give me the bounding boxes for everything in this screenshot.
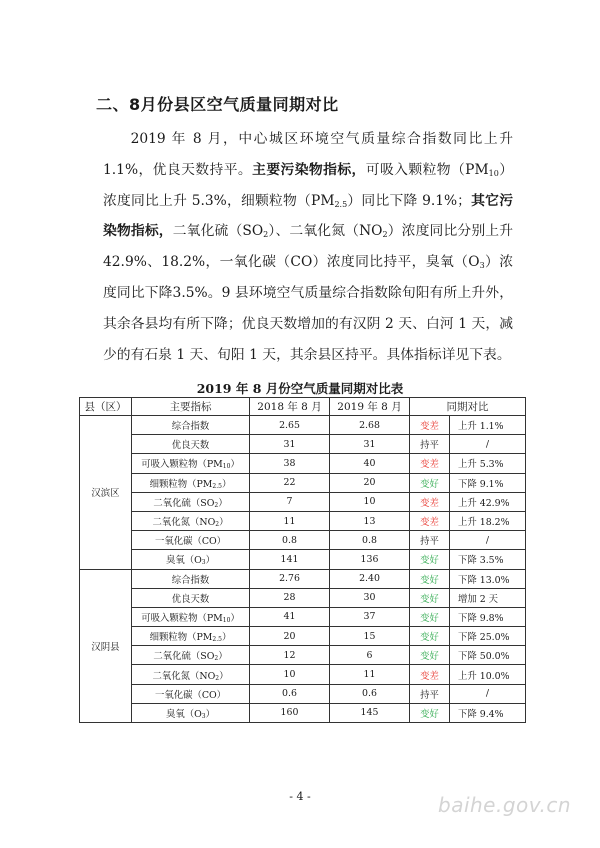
table-row bbox=[80, 627, 526, 646]
change-cell: 下降 9.8% bbox=[450, 607, 526, 626]
indicator-cell: 综合指数 bbox=[132, 569, 250, 588]
header-2018: 2018 年 8 月 bbox=[250, 398, 330, 416]
value-2018-cell: 28 bbox=[250, 588, 330, 607]
header-county: 县（区） bbox=[80, 398, 132, 416]
change-cell: / bbox=[450, 531, 526, 550]
value-2018-cell: 11 bbox=[250, 511, 330, 530]
indicator-cell: 臭氧$(O_3)$ bbox=[132, 703, 250, 722]
status-cell: 变差 bbox=[410, 511, 450, 530]
indicator-cell: 优良天数 bbox=[132, 435, 250, 454]
section-heading: 二、8月份县区空气质量同期对比 bbox=[96, 95, 339, 114]
value-2019-cell: 40 bbox=[330, 454, 410, 473]
change-cell: 下降 50.0% bbox=[450, 646, 526, 665]
header-comparison: 同期对比 bbox=[410, 398, 526, 416]
value-2019-cell: 0.6 bbox=[330, 684, 410, 703]
table-row bbox=[80, 665, 526, 684]
status-cell: 持平 bbox=[410, 531, 450, 550]
status-cell: 持平 bbox=[410, 684, 450, 703]
status-cell: 变好 bbox=[410, 646, 450, 665]
status-cell: 变好 bbox=[410, 550, 450, 569]
value-2019-cell: 15 bbox=[330, 627, 410, 646]
value-2018-cell: 41 bbox=[250, 607, 330, 626]
table-row bbox=[80, 416, 526, 435]
county-cell: 汉阴县 bbox=[80, 569, 132, 723]
table-row bbox=[80, 703, 526, 722]
air-quality-table bbox=[79, 397, 526, 723]
change-cell: 下降 25.0% bbox=[450, 627, 526, 646]
change-cell: 上升 1.1% bbox=[450, 416, 526, 435]
value-2019-cell: 30 bbox=[330, 588, 410, 607]
value-2018-cell: 160 bbox=[250, 703, 330, 722]
change-cell: 上升 42.9% bbox=[450, 492, 526, 511]
change-cell: 上升 5.3% bbox=[450, 454, 526, 473]
change-cell: 下降 9.1% bbox=[450, 473, 526, 492]
status-cell: 变好 bbox=[410, 703, 450, 722]
table-row bbox=[80, 473, 526, 492]
value-2018-cell: 2.76 bbox=[250, 569, 330, 588]
value-2018-cell: 0.6 bbox=[250, 684, 330, 703]
value-2018-cell: 141 bbox=[250, 550, 330, 569]
value-2019-cell: 2.40 bbox=[330, 569, 410, 588]
header-indicator: 主要指标 bbox=[132, 398, 250, 416]
indicator-cell: 可吸入颗粒物$(PM_{10})$ bbox=[132, 454, 250, 473]
table-caption: 2019 年 8 月份空气质量同期对比表 bbox=[196, 381, 404, 396]
value-2018-cell: 0.8 bbox=[250, 531, 330, 550]
summary-paragraph: 2019 年 8 月，中心城区环境空气质量综合指数同比上升1.1%，优良天数持平。主要污染物指标，可吸入颗粒物$(PM_{10})$浓度同比上升 5.3%，细颗粒物$(PM_{2.5})$同比下降 9.1%；其它污染物指标，二氧化硫$(SO_2)$、二氧化氮$(NO_2)$浓度同比分别上升 42.9%、18.2%，一氧化碳（CO）浓度同比持平，臭氧$(O_3)$浓度同比下降3.5%。9 县环境空气质量综合指数除旬阳有所上升外，其余各县均有所下降；优良天数增加的有汉阴 2 天、白河 1 天，减少的有石泉 1 天、旬阳 1 天，其余县区持平。具体指标详见下表。 bbox=[103, 131, 514, 363]
status-cell: 变好 bbox=[410, 588, 450, 607]
indicator-cell: 一氧化碳（CO） bbox=[132, 531, 250, 550]
indicator-cell: 细颗粒物$(PM_{2.5})$ bbox=[132, 473, 250, 492]
table-row bbox=[80, 550, 526, 569]
value-2018-cell: 2.65 bbox=[250, 416, 330, 435]
value-2018-cell: 38 bbox=[250, 454, 330, 473]
indicator-cell: 二氧化氮$(NO_2)$ bbox=[132, 511, 250, 530]
watermark: baihe.gov.cn bbox=[438, 793, 572, 817]
table-row bbox=[80, 492, 526, 511]
table-row bbox=[80, 531, 526, 550]
indicator-cell: 臭氧$(O_3)$ bbox=[132, 550, 250, 569]
value-2019-cell: 13 bbox=[330, 511, 410, 530]
status-cell: 变差 bbox=[410, 665, 450, 684]
status-cell: 变差 bbox=[410, 454, 450, 473]
indicator-cell: 二氧化硫$(SO_2)$ bbox=[132, 492, 250, 511]
change-cell: 下降 9.4% bbox=[450, 703, 526, 722]
status-cell: 持平 bbox=[410, 435, 450, 454]
change-cell: 上升 18.2% bbox=[450, 511, 526, 530]
table-row bbox=[80, 684, 526, 703]
table-row bbox=[80, 607, 526, 626]
value-2018-cell: 31 bbox=[250, 435, 330, 454]
value-2019-cell: 136 bbox=[330, 550, 410, 569]
status-cell: 变差 bbox=[410, 416, 450, 435]
table-row bbox=[80, 588, 526, 607]
value-2019-cell: 31 bbox=[330, 435, 410, 454]
value-2019-cell: 0.8 bbox=[330, 531, 410, 550]
change-cell: 上升 10.0% bbox=[450, 665, 526, 684]
status-cell: 变好 bbox=[410, 473, 450, 492]
status-cell: 变差 bbox=[410, 492, 450, 511]
change-cell: / bbox=[450, 684, 526, 703]
change-cell: 增加 2 天 bbox=[450, 588, 526, 607]
value-2019-cell: 37 bbox=[330, 607, 410, 626]
value-2019-cell: 6 bbox=[330, 646, 410, 665]
indicator-cell: 细颗粒物$(PM_{2.5})$ bbox=[132, 627, 250, 646]
page-number: - 4 - bbox=[289, 790, 311, 803]
value-2019-cell: 10 bbox=[330, 492, 410, 511]
value-2019-cell: 20 bbox=[330, 473, 410, 492]
value-2018-cell: 22 bbox=[250, 473, 330, 492]
status-cell: 变好 bbox=[410, 569, 450, 588]
value-2018-cell: 12 bbox=[250, 646, 330, 665]
indicator-cell: 优良天数 bbox=[132, 588, 250, 607]
county-cell: 汉滨区 bbox=[80, 416, 132, 570]
header-2019: 2019 年 8 月 bbox=[330, 398, 410, 416]
value-2018-cell: 7 bbox=[250, 492, 330, 511]
table-row bbox=[80, 511, 526, 530]
value-2018-cell: 20 bbox=[250, 627, 330, 646]
indicator-cell: 二氧化硫$(SO_2)$ bbox=[132, 646, 250, 665]
indicator-cell: 一氧化碳（CO） bbox=[132, 684, 250, 703]
table-row bbox=[80, 646, 526, 665]
change-cell: / bbox=[450, 435, 526, 454]
value-2018-cell: 10 bbox=[250, 665, 330, 684]
table-row bbox=[80, 569, 526, 588]
change-cell: 下降 13.0% bbox=[450, 569, 526, 588]
value-2019-cell: 2.68 bbox=[330, 416, 410, 435]
indicator-cell: 综合指数 bbox=[132, 416, 250, 435]
table-header-row bbox=[80, 398, 526, 416]
value-2019-cell: 11 bbox=[330, 665, 410, 684]
table-row bbox=[80, 435, 526, 454]
status-cell: 变好 bbox=[410, 607, 450, 626]
indicator-cell: 可吸入颗粒物$(PM_{10})$ bbox=[132, 607, 250, 626]
change-cell: 下降 3.5% bbox=[450, 550, 526, 569]
status-cell: 变好 bbox=[410, 627, 450, 646]
table-row bbox=[80, 454, 526, 473]
indicator-cell: 二氧化氮$(NO_2)$ bbox=[132, 665, 250, 684]
value-2019-cell: 145 bbox=[330, 703, 410, 722]
